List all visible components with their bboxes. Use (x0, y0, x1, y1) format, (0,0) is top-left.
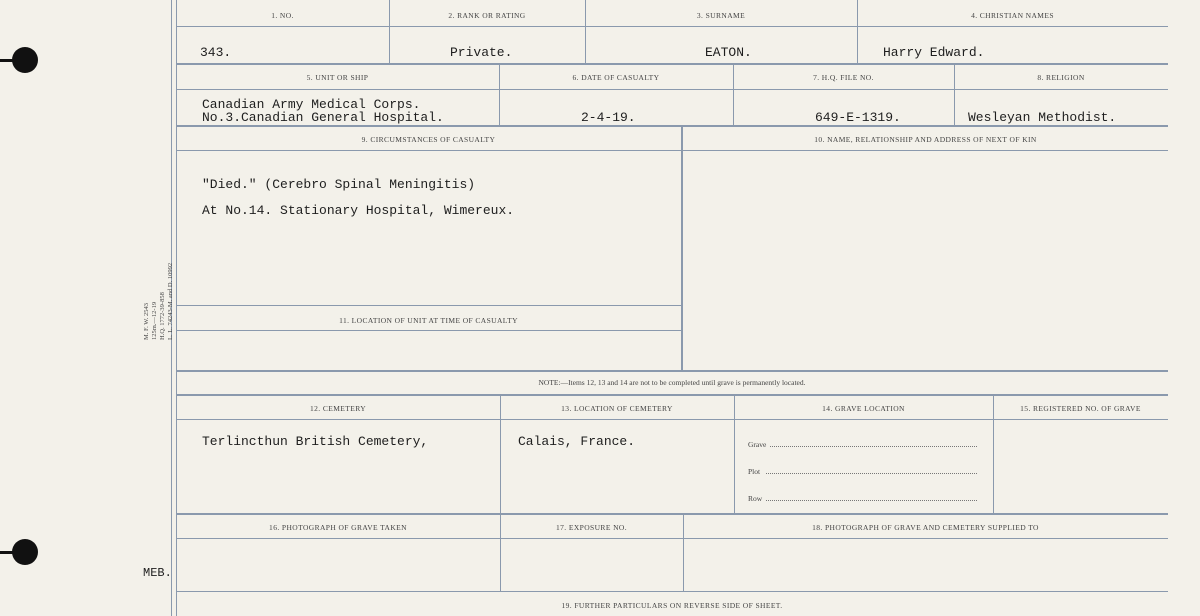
location-unit-label: 11. LOCATION OF UNIT AT TIME OF CASUALTY (339, 316, 518, 325)
registered-no-label: 15. REGISTERED NO. OF GRAVE (1020, 404, 1141, 413)
rule (389, 0, 390, 63)
grave-location-label: 14. GRAVE LOCATION (822, 404, 905, 413)
photo-supplied-label: 18. PHOTOGRAPH OF GRAVE AND CEMETERY SUPPLIED TO (812, 523, 1039, 532)
rule (176, 513, 1168, 515)
rule (176, 26, 1168, 27)
surname-label: 3. SURNAME (696, 11, 746, 20)
side-print-3: H.Q. 1772-39-858 (159, 292, 166, 340)
rule (176, 591, 1168, 592)
cemetery-location-value: Calais, France. (518, 434, 636, 449)
punch-hole-bottom-line (0, 551, 16, 554)
grave-field-line (770, 446, 977, 447)
initials: MEB. (143, 566, 172, 580)
circumstances-label: 9. CIRCUMSTANCES OF CASUALTY (361, 135, 496, 144)
circumstances-line2: At No.14. Stationary Hospital, Wimereux. (202, 203, 515, 218)
rule (681, 127, 683, 370)
rule (176, 419, 1168, 420)
file-label: 7. H.Q. FILE NO. (813, 73, 874, 82)
rule (176, 538, 1168, 539)
rule (176, 370, 1168, 372)
exposure-label: 17. EXPOSURE NO. (556, 523, 627, 532)
rule (176, 330, 681, 331)
rule (585, 0, 586, 63)
rank-value: Private. (450, 45, 513, 60)
row-field-label: Row (748, 494, 763, 503)
rank-label: 2. RANK OR RATING (448, 11, 526, 20)
note-text: NOTE:—Items 12, 13 and 14 are not to be completed until grave is permanently located. (538, 378, 806, 387)
date-value: 2-4-19. (581, 110, 636, 125)
plot-field-line (766, 473, 977, 474)
surname-value: EATON. (705, 45, 752, 60)
rule (500, 396, 501, 513)
plot-field-label: Plot (748, 467, 761, 476)
side-print-2: 125m.—12-19 (151, 301, 158, 340)
rule (176, 305, 681, 306)
unit-value-line2: No.3.Canadian General Hospital. (202, 110, 444, 125)
rule (176, 89, 1168, 90)
cemetery-value: Terlincthun British Cemetery, (202, 434, 429, 449)
next-of-kin-label: 10. NAME, RELATIONSHIP AND ADDRESS OF NEXT OF KIN (814, 135, 1037, 144)
punch-hole-top-line (0, 59, 16, 62)
footer-text: 19. FURTHER PARTICULARS ON REVERSE SIDE OF SHEET. (561, 601, 783, 610)
religion-value: Wesleyan Methodist. (968, 110, 1117, 125)
christian-names-label: 4. CHRISTIAN NAMES (971, 11, 1054, 20)
rule (176, 394, 1168, 396)
rule (993, 396, 994, 513)
unit-value-line1: Canadian Army Medical Corps. (202, 97, 421, 112)
no-label: 1. NO. (271, 11, 294, 20)
grave-field-label: Grave (748, 440, 767, 449)
rule (857, 0, 858, 63)
christian-names-value: Harry Edward. (883, 45, 985, 60)
religion-label: 8. RELIGION (1037, 73, 1085, 82)
cemetery-label: 12. CEMETERY (309, 404, 367, 413)
circumstances-line1: "Died." (Cerebro Spinal Meningitis) (202, 177, 476, 192)
rule (176, 63, 1168, 65)
cemetery-location-label: 13. LOCATION OF CEMETERY (561, 404, 673, 413)
side-print-4: L. L. 74243-M. and D. 10992 (167, 262, 174, 340)
date-label: 6. DATE OF CASUALTY (572, 73, 660, 82)
rule (176, 125, 1168, 127)
side-print-1: M. F. W. 2543 (143, 302, 150, 340)
rule (176, 150, 1168, 151)
photo-taken-label: 16. PHOTOGRAPH OF GRAVE TAKEN (269, 523, 407, 532)
unit-label: 5. UNIT OR SHIP (306, 73, 369, 82)
file-value: 649-E-1319. (815, 110, 901, 125)
row-field-line (766, 500, 977, 501)
no-value: 343. (200, 45, 232, 60)
rule (734, 396, 735, 513)
